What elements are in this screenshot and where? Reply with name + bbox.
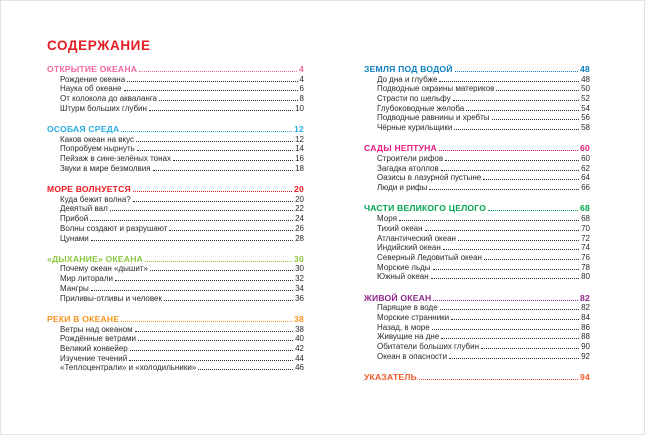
toc-item-row [364,263,590,273]
toc-item-label: Глубоководные желоба [377,103,465,113]
toc-item-row [364,253,590,263]
toc-section-header-row [364,294,590,304]
toc-item-row [364,234,590,244]
toc-item-page: 42 [295,343,304,353]
dot-leader [115,280,293,281]
dot-leader [433,300,578,301]
dot-leader [121,131,292,132]
dot-leader [198,369,293,370]
toc-item-page: 54 [581,103,590,113]
toc-item-label: Великий конвейер [60,343,128,353]
toc-item-label: Загадка атоллов [377,163,439,173]
dot-leader [164,300,293,301]
toc-item-page: 88 [581,332,590,342]
toc-item-page: 64 [581,173,590,183]
toc-section-header-row [364,204,590,214]
toc-item-label: Моря [377,214,397,224]
toc-section-header-row [364,373,590,383]
toc-section-title: «ДЫХАНИЕ» ОКЕАНА [47,253,144,264]
toc-section-page: 4 [299,64,304,74]
dot-leader [91,290,293,291]
dot-leader [136,141,293,142]
toc-section [47,255,304,303]
toc-item-label: Каков океан на вкус [60,134,135,144]
toc-item-page: 16 [295,154,304,164]
dot-leader [138,340,293,341]
toc-item-label: Люди и рифы [377,183,428,193]
toc-item-label: Звуки в мире безмолвия [60,163,151,173]
toc-item-row [364,352,590,362]
toc-section-title: ЧАСТИ ВЕЛИКОГО ЦЕЛОГО [364,203,487,214]
toc-item-row [47,84,304,94]
toc-item-label: Северный Ледовитый океан [377,252,482,262]
toc-item-label: Океан в опасности [377,351,448,361]
toc-item-row [47,144,304,154]
toc-item-row [364,84,590,94]
dot-leader [110,210,293,211]
toc-item-page: 90 [581,341,590,351]
dot-leader [455,71,578,72]
toc-item-label: Чёрные курильщики [377,123,453,133]
toc-item-label: Наука об океане [60,84,122,94]
toc-item-row [47,204,304,214]
toc-section-page: 48 [580,64,590,74]
toc-section-page: 68 [580,203,590,214]
toc-section [47,125,304,173]
dot-leader [425,230,580,231]
toc-section-title: УКАЗАТЕЛЬ [364,371,417,382]
dot-leader [129,360,293,361]
toc-item-label: Пейзаж в сине-зелёных тонах [60,154,171,164]
toc-item-label: Ветры над океаном [60,324,133,334]
dot-leader [139,71,297,72]
toc-section-title: ЖИВОЙ ОКЕАН [364,292,432,303]
dot-leader [483,179,579,180]
dot-leader [429,189,579,190]
toc-item-label: Подводные равнины и хребты [377,113,490,123]
toc-item-page: 44 [295,353,304,363]
dot-leader [441,170,579,171]
toc-item-label: Морские странники [377,312,450,322]
toc-section [364,373,590,383]
dot-leader [488,210,578,211]
toc-section-header-row [47,255,304,265]
toc-column-right [364,65,590,394]
toc-section-title: ОТКРЫТИЕ ОКЕАНА [47,64,138,74]
toc-section [364,204,590,282]
toc-item-label: Девятый вал [60,204,108,214]
toc-section-page: 12 [294,124,304,135]
toc-item-row [364,164,590,174]
dot-leader [466,110,579,111]
dot-leader [441,338,579,339]
toc-item-label: Рождение океана [60,74,126,84]
toc-item-page: 12 [295,134,304,144]
toc-item-row [364,173,590,183]
dot-leader [433,269,580,270]
toc-item-page: 66 [581,183,590,193]
dot-leader [496,90,579,91]
toc-item-page: 70 [581,223,590,233]
toc-item-page: 80 [581,272,590,282]
dot-leader [440,309,579,310]
toc-section-page: 82 [580,292,590,303]
toc-item-row [47,154,304,164]
toc-item-page: 50 [581,84,590,94]
toc-item-label: Куда бежит волна? [60,194,131,204]
dot-leader [451,319,579,320]
toc-column-left [47,65,304,385]
toc-item-page: 28 [295,233,304,243]
toc-item-page: 46 [295,363,304,373]
dot-leader [454,129,579,130]
toc-item-label: Попробуем нырнуть [60,144,135,154]
toc-item-page: 82 [581,303,590,313]
dot-leader [150,270,293,271]
dot-leader [492,119,580,120]
toc-item-page: 6 [299,84,304,94]
toc-item-page: 78 [581,262,590,272]
toc-item-row [47,274,304,284]
toc-item-page: 74 [581,243,590,253]
toc-item-page: 34 [295,283,304,293]
toc-section-header-row [364,144,590,154]
dot-leader [173,160,293,161]
toc-item-row [47,284,304,294]
toc-item-label: От колокола до акваланга [60,94,158,104]
toc-section-page: 94 [580,371,590,382]
dot-leader [399,220,579,221]
toc-item-row [364,342,590,352]
toc-section-page: 60 [580,143,590,154]
toc-section-title: ОСОБАЯ СРЕДА [47,124,120,135]
toc-section-title: МОРЕ ВОЛНУЕТСЯ [47,184,131,195]
toc-item-row [364,313,590,323]
toc-item-row [364,243,590,253]
dot-leader [484,259,579,260]
toc-item-page: 92 [581,351,590,361]
toc-item-label: Подводные окраины материков [377,84,495,94]
toc-item-page: 48 [581,74,590,84]
toc-item-page: 56 [581,113,590,123]
dot-leader [481,348,579,349]
toc-item-row [47,294,304,304]
toc-section [47,315,304,373]
toc-item-row [364,104,590,114]
toc-item-page: 20 [295,194,304,204]
dot-leader [449,358,579,359]
dot-leader [149,110,293,111]
toc-section [364,65,590,133]
toc-item-page: 72 [581,233,590,243]
toc-item-label: «Теплоцентрали» и «холодильники» [60,363,197,373]
dot-leader [133,191,292,192]
toc-item-label: Изучение течений [60,353,128,363]
toc-item-row [364,94,590,104]
toc-item-row [364,303,590,313]
toc-item-label: Строители рифов [377,154,444,164]
toc-item-label: Штурм больших глубин [60,103,147,113]
toc-item-page: 84 [581,312,590,322]
toc-item-label: Мир литорали [60,274,113,284]
toc-item-row [47,94,304,104]
dot-leader [130,350,293,351]
toc-section-page: 30 [294,253,304,264]
toc-item-label: Цунами [60,233,89,243]
toc-item-label: Назад, в море [377,322,430,332]
toc-item-label: Рождённые ветрами [60,334,136,344]
toc-item-label: Южный океан [377,272,429,282]
dot-leader [133,201,293,202]
toc-item-page: 26 [295,223,304,233]
dot-leader [439,81,579,82]
toc-item-page: 68 [581,214,590,224]
toc-item-label: Живущие на дне [377,332,440,342]
toc-item-label: Индийский океан [377,243,441,253]
toc-section [364,144,590,192]
dot-leader [419,379,578,380]
dot-leader [439,150,578,151]
toc-item-page: 36 [295,293,304,303]
toc-item-row [364,214,590,224]
toc-item-page: 30 [295,264,304,274]
toc-section-title: САДЫ НЕПТУНА [364,143,437,154]
toc-item-row [47,334,304,344]
toc-item-page: 76 [581,252,590,262]
dot-leader [443,249,579,250]
dot-leader [145,261,292,262]
dot-leader [169,230,293,231]
toc-section-header-row [47,315,304,325]
toc-item-label: Атлантический океан [377,233,456,243]
dot-leader [127,81,297,82]
dot-leader [458,240,579,241]
toc-section-title: ЗЕМЛЯ ПОД ВОДОЙ [364,64,453,74]
toc-item-label: Морские льды [377,262,431,272]
dot-leader [135,331,293,332]
toc-item-page: 40 [295,334,304,344]
toc-item-row [47,363,304,373]
dot-leader [159,100,298,101]
toc-item-row [47,224,304,234]
toc-item-row [364,183,590,193]
toc-item-page: 18 [295,163,304,173]
dot-leader [445,160,579,161]
toc-item-row [47,325,304,335]
toc-item-row [47,195,304,205]
toc-item-row [47,75,304,85]
dot-leader [137,150,293,151]
toc-item-row [47,135,304,145]
toc-item-label: Оазисы в лазурной пустыне [377,173,482,183]
toc-item-label: Приливы-отливы и человек [60,293,162,303]
toc-item-page: 52 [581,94,590,104]
toc-item-page: 32 [295,274,304,284]
toc-item-page: 4 [299,74,304,84]
toc-item-page: 60 [581,154,590,164]
toc-item-row [364,323,590,333]
toc-section-page: 20 [294,184,304,195]
toc-item-page: 24 [295,214,304,224]
toc-item-page: 58 [581,123,590,133]
toc-item-label: Почему океан «дышит» [60,264,148,274]
toc-section-header-row [364,65,590,75]
toc-item-label: Страсти по шельфу [377,94,451,104]
toc-item-row [47,264,304,274]
dot-leader [431,278,579,279]
toc-item-row [364,75,590,85]
toc-section-header-row [47,125,304,135]
toc-item-label: Волны создают и разрушают [60,223,168,233]
toc-item-label: Тихий океан [377,223,423,233]
toc-item-row [47,104,304,114]
dot-leader [153,170,294,171]
page-title: СОДЕРЖАНИЕ [47,38,151,53]
toc-item-row [364,113,590,123]
toc-item-row [47,214,304,224]
toc-section-header-row [47,65,304,75]
dot-leader [91,240,293,241]
toc-section [364,294,590,362]
toc-item-row [47,234,304,244]
toc-section-header-row [47,185,304,195]
toc-section-page: 38 [294,313,304,324]
toc-item-label: Прибой [60,214,89,224]
toc-item-label: Парящие в воде [377,303,438,313]
toc-item-row [47,344,304,354]
toc-item-row [364,154,590,164]
toc-section-title: РЕКИ В ОКЕАНЕ [47,313,120,324]
toc-item-row [47,164,304,174]
toc-item-page: 62 [581,163,590,173]
toc-item-page: 86 [581,322,590,332]
toc-item-page: 22 [295,204,304,214]
toc-item-row [364,272,590,282]
toc-section [47,65,304,113]
toc-item-page: 10 [295,103,304,113]
dot-leader [453,100,579,101]
toc-item-page: 14 [295,144,304,154]
toc-item-label: До дна и глубже [377,74,438,84]
toc-item-page: 38 [295,324,304,334]
toc-item-row [47,354,304,364]
toc-item-row [364,123,590,133]
toc-item-label: Обитатели больших глубин [377,341,480,351]
dot-leader [121,321,292,322]
toc-section [47,185,304,243]
dot-leader [90,220,293,221]
dot-leader [432,329,579,330]
toc-item-label: Мангры [60,283,89,293]
toc-item-row [364,224,590,234]
dot-leader [124,90,298,91]
toc-item-row [364,332,590,342]
toc-item-page: 8 [299,94,304,104]
